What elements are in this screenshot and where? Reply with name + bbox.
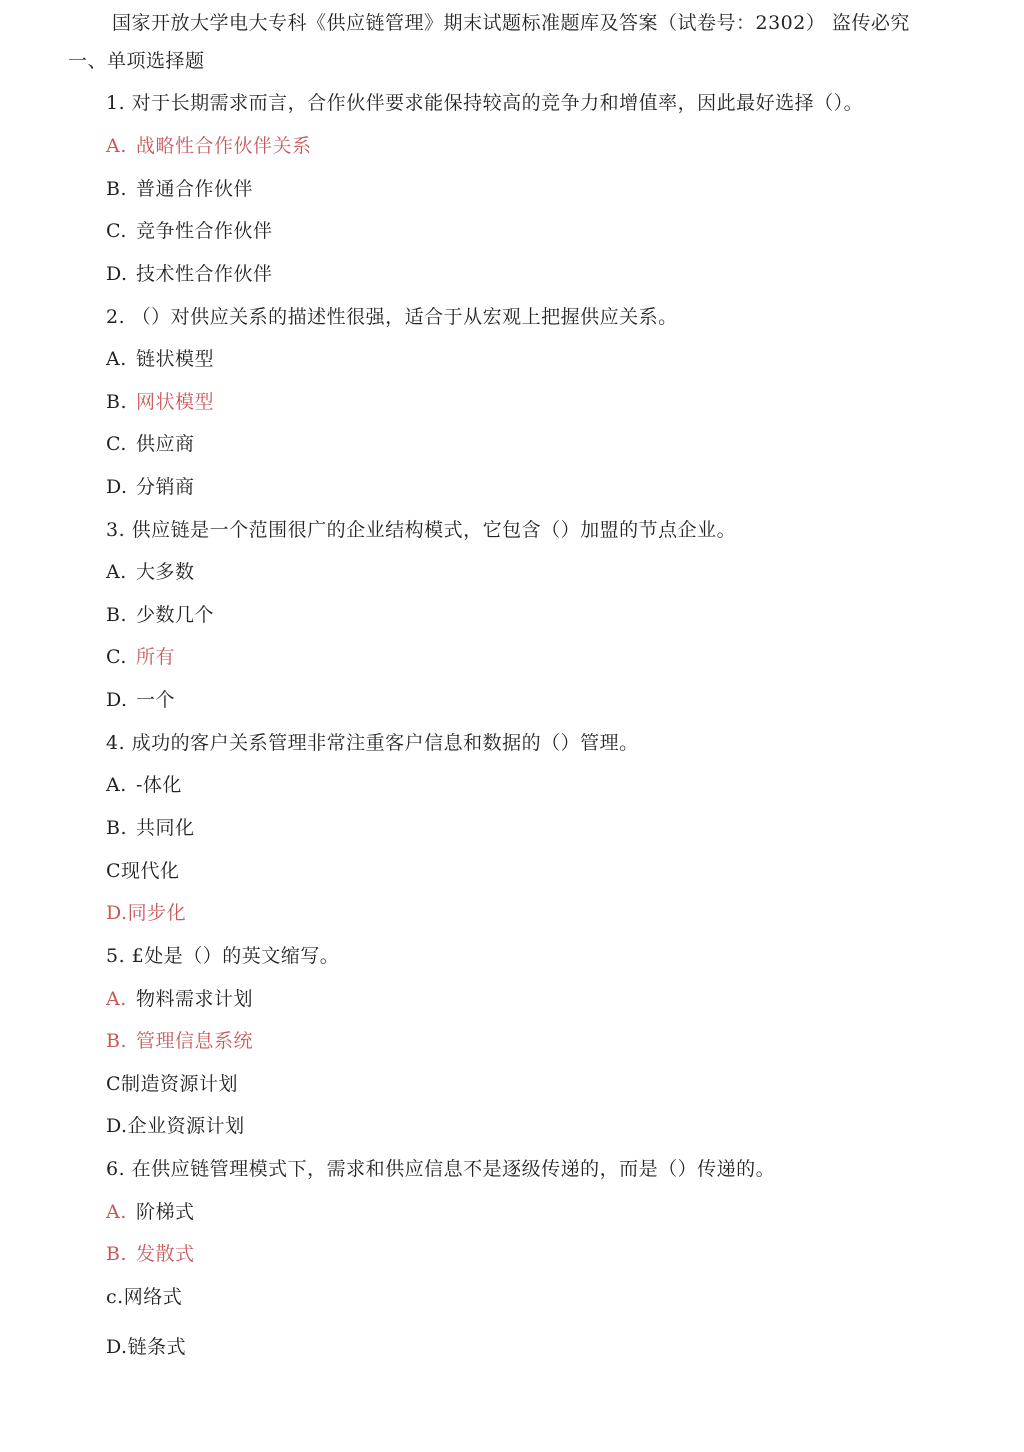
option-label: C	[106, 1073, 122, 1095]
question-stem: 6. 在供应链管理模式下，需求和供应信息不是逐级传递的，而是（）传递的。	[106, 1158, 776, 1180]
question-stem: 3. 供应链是一个范围很广的企业结构模式，它包含（）加盟的节点企业。	[106, 519, 737, 541]
option-row	[106, 431, 195, 457]
option-label: A.	[106, 988, 127, 1010]
option-text: 链状模型	[136, 348, 215, 370]
option-text: 供应商	[136, 433, 195, 455]
option-row	[106, 772, 182, 798]
option-row	[106, 261, 273, 287]
option-text: 同步化	[127, 902, 187, 924]
option-label: B.	[106, 1030, 128, 1052]
option-label: A.	[106, 1201, 127, 1223]
option-text: 管理信息系统	[136, 1030, 254, 1052]
option-text: 技术性合作伙伴	[136, 263, 273, 285]
option-text: 一个	[136, 689, 176, 711]
option-label: B.	[106, 391, 128, 413]
option-text: 网状模型	[136, 391, 215, 413]
option-row	[106, 815, 195, 841]
option-label: D.	[106, 263, 128, 285]
option-text: 发散式	[136, 1243, 195, 1265]
option-label: A.	[106, 774, 127, 796]
option-row	[106, 346, 214, 372]
option-label: D.	[106, 902, 128, 924]
option-text: 网络式	[123, 1286, 183, 1308]
option-label: A.	[106, 348, 127, 370]
option-text: 企业资源计划	[127, 1115, 245, 1137]
option-row	[106, 858, 180, 884]
option-text: 所有	[136, 646, 176, 668]
option-text: 竞争性合作伙伴	[136, 220, 273, 242]
option-text: 战略性合作伙伴关系	[136, 135, 312, 157]
option-label: C.	[106, 646, 127, 668]
option-row	[106, 389, 214, 415]
option-row	[106, 687, 175, 713]
option-row	[106, 1071, 238, 1097]
option-label: D.	[106, 476, 128, 498]
question-stem: 1. 对于长期需求而言，合作伙伴要求能保持较高的竞争力和增值率，因此最好选择（）。	[106, 92, 864, 114]
option-label: D.	[106, 1336, 128, 1358]
option-label: A.	[106, 561, 127, 583]
option-label: B.	[106, 604, 128, 626]
option-row	[106, 602, 214, 628]
option-text: 分销商	[136, 476, 195, 498]
option-row	[106, 1028, 253, 1054]
document-title: 国家开放大学电大专科《供应链管理》期末试题标准题库及答案（试卷号：2302） 盗传必究	[112, 12, 910, 34]
option-label: C.	[106, 220, 127, 242]
option-text: 现代化	[121, 860, 180, 882]
option-label: c.	[106, 1286, 124, 1308]
option-text: 少数几个	[136, 604, 215, 626]
option-row	[106, 1334, 186, 1360]
section-heading: 一、单项选择题	[68, 50, 205, 72]
option-row	[106, 1284, 182, 1310]
question-stem: 4. 成功的客户关系管理非常注重客户信息和数据的（）管理。	[106, 732, 639, 754]
option-label: A.	[106, 135, 127, 157]
option-label: B.	[106, 1243, 128, 1265]
option-label: B.	[106, 178, 128, 200]
option-text: 大多数	[136, 561, 195, 583]
option-label: B.	[106, 817, 128, 839]
question-stem: 2. （）对供应关系的描述性很强，适合于从宏观上把握供应关系。	[106, 306, 678, 328]
option-row	[106, 1113, 245, 1139]
option-label: C.	[106, 433, 127, 455]
option-text: 普通合作伙伴	[136, 178, 254, 200]
option-text: -体化	[136, 774, 182, 796]
option-text: 物料需求计划	[136, 988, 254, 1010]
option-label: D.	[106, 1115, 128, 1137]
option-label: D.	[106, 689, 128, 711]
option-row	[106, 559, 195, 585]
option-text: 制造资源计划	[121, 1073, 239, 1095]
option-row	[106, 1241, 195, 1267]
option-row	[106, 133, 312, 159]
option-text: 共同化	[136, 817, 195, 839]
option-row	[106, 900, 186, 926]
option-row	[106, 986, 253, 1012]
option-row	[106, 176, 253, 202]
question-stem: 5. £处是（）的英文缩写。	[106, 945, 340, 967]
option-text: 链条式	[127, 1336, 187, 1358]
option-row	[106, 644, 175, 670]
option-text: 阶梯式	[136, 1201, 195, 1223]
option-row	[106, 474, 195, 500]
option-row	[106, 218, 273, 244]
option-label: C	[106, 860, 122, 882]
option-row	[106, 1199, 195, 1225]
